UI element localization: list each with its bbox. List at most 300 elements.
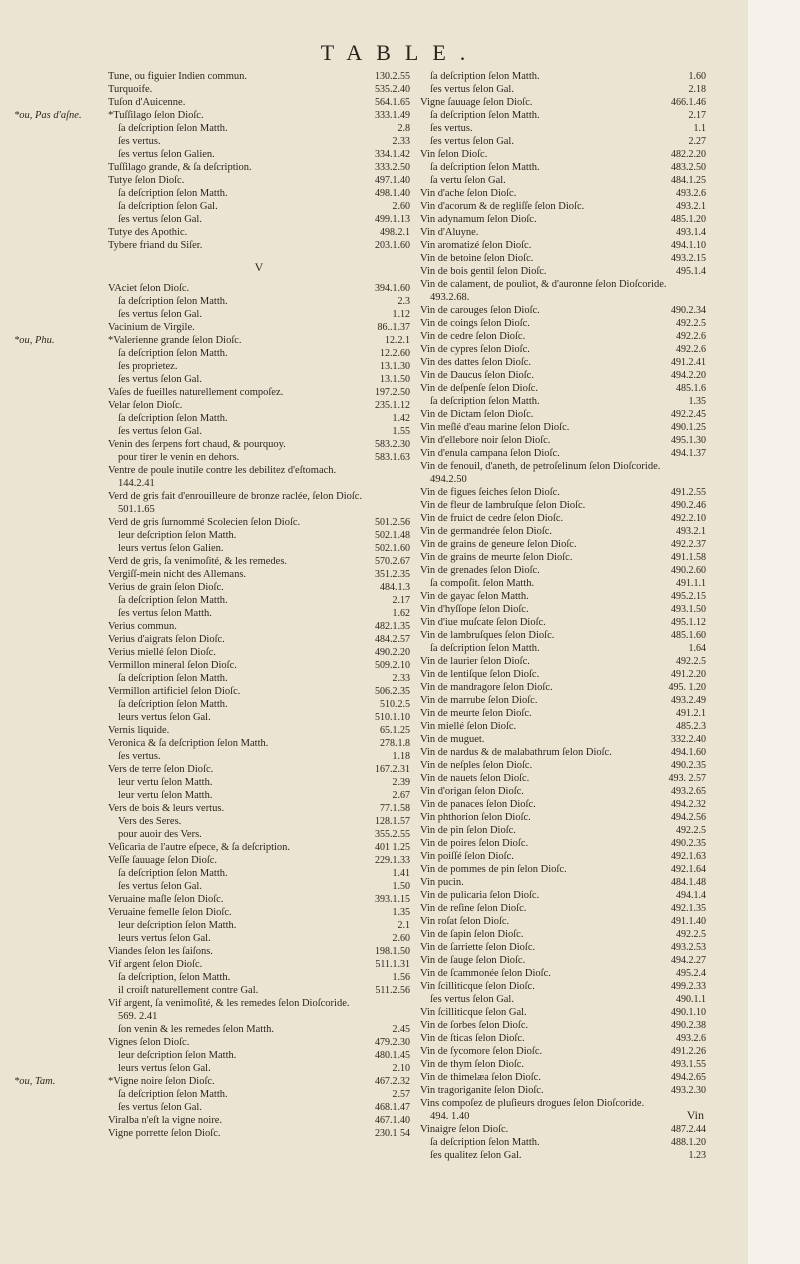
index-entry [420, 590, 706, 603]
index-entry [420, 863, 706, 876]
entry-text: Vin d'iue muſcate ſelon Dioſc. [420, 617, 546, 628]
index-entry [108, 802, 410, 815]
index-entry [108, 200, 410, 213]
entry-text: Vin de ſycomore ſelon Dioſc. [420, 1046, 543, 1057]
entry-page-ref: 494.2.27 [671, 955, 706, 966]
entry-text: Tutye des Apothic. [108, 227, 188, 238]
index-entry [108, 841, 410, 854]
entry-page-ref: 479.2.30 [375, 1037, 410, 1048]
index-entry [420, 317, 706, 330]
entry-page-ref: 203.1.60 [375, 240, 410, 251]
entry-text: VAciet ſelon Dioſc. [108, 283, 190, 294]
entry-text: ſa compoſit. ſelon Matth. [430, 578, 535, 589]
entry-text: Vernis liquide. [108, 725, 170, 736]
entry-page-ref: 493.1.50 [671, 604, 706, 615]
index-entry [420, 343, 706, 356]
entry-page-ref: 494.2.32 [671, 799, 706, 810]
entry-text: Vin ſcilliticque ſelon Dioſc. [420, 981, 535, 992]
entry-page-ref: 235.1.12 [375, 400, 410, 411]
entry-text: ſa deſcription ſelon Matth. [430, 162, 540, 173]
index-entry [108, 1075, 410, 1088]
entry-text: ſes vertus ſelon Gal. [118, 374, 202, 385]
entry-text: Vin d'hyſſope ſelon Dioſc. [420, 604, 529, 615]
entry-text: Vin de pin ſelon Dioſc. [420, 825, 516, 836]
index-entry [420, 356, 706, 369]
index-entry [420, 161, 706, 174]
entry-page-ref: 510.1.10 [375, 712, 410, 723]
entry-text: Vin de figues ſeiches ſelon Dioſc. [420, 487, 560, 498]
index-entry [420, 70, 706, 83]
index-entry [420, 915, 706, 928]
entry-text: ſes vertus ſelon Gal. [430, 136, 514, 147]
index-entry [108, 594, 410, 607]
entry-text: Vin d'ache ſelon Dioſc. [420, 188, 517, 199]
entry-text: Vin d'Aluyne. [420, 227, 479, 238]
entry-page-ref: 493.2.65 [671, 786, 706, 797]
entry-text: ſes proprietez. [118, 361, 178, 372]
entry-text: Verd de gris, ſa venimoſité, & les remedes. [108, 556, 288, 567]
index-entry [108, 1101, 410, 1114]
entry-page-ref: 494.1.10 [671, 240, 706, 251]
index-entry [420, 135, 706, 148]
index-entry [420, 850, 706, 863]
index-entry [420, 1006, 706, 1019]
entry-page-ref: 499.2.33 [671, 981, 706, 992]
entry-text: Vin aromatizé ſelon Dioſc. [420, 240, 532, 251]
entry-page-ref: 490.1.1 [676, 994, 706, 1005]
entry-page-ref: 491.2.41 [671, 357, 706, 368]
entry-text: ſes vertus ſelon Gal. [118, 881, 202, 892]
index-entry [420, 1084, 706, 1097]
entry-text: Vin de lambruſques ſelon Dioſc. [420, 630, 555, 641]
index-entry [108, 1114, 410, 1127]
entry-text: Vin de grains de meurte ſelon Dioſc. [420, 552, 573, 563]
entry-text: ſes vertus ſelon Gal. [118, 426, 202, 437]
entry-page-ref: 491.2.26 [671, 1046, 706, 1057]
entry-page-ref: 485.1.6 [676, 383, 706, 394]
index-entry [420, 577, 706, 590]
entry-text: ſes vertus ſelon Gal. [118, 1102, 202, 1113]
entry-text: leur deſcription ſelon Matth. [118, 920, 237, 931]
entry-page-ref: 570.2.67 [375, 556, 410, 567]
entry-text: ſes vertus. [118, 751, 161, 762]
index-entry [420, 148, 706, 161]
index-entry [108, 581, 410, 594]
index-entry [108, 516, 410, 529]
section-letter: V [254, 260, 264, 274]
entry-text: ſa deſcription ſelon Matth. [118, 296, 228, 307]
index-entry [420, 798, 706, 811]
index-entry [108, 555, 410, 568]
index-entry [420, 330, 706, 343]
index-entry [108, 1010, 410, 1023]
index-entry [108, 659, 410, 672]
entry-text: Vin de pulicaria ſelon Dioſc. [420, 890, 540, 901]
index-entry [108, 503, 410, 516]
index-entry [420, 96, 706, 109]
entry-text: Vin des dattes ſelon Dioſc. [420, 357, 532, 368]
index-entry [420, 954, 706, 967]
entry-text: ſes vertus ſelon Galien. [118, 149, 215, 160]
index-entry [108, 724, 410, 737]
index-entry [420, 746, 706, 759]
entry-page-ref: 506.2.35 [375, 686, 410, 697]
index-entry [420, 564, 706, 577]
index-column-right [420, 70, 706, 1162]
entry-page-ref: 492.2.37 [671, 539, 706, 550]
index-entry [420, 122, 706, 135]
index-entry [108, 213, 410, 226]
entry-text: Vermillon mineral ſelon Dioſc. [108, 660, 237, 671]
index-entry [108, 1023, 410, 1036]
entry-text: Verius commun. [108, 621, 177, 632]
entry-page-ref: 2.60 [392, 201, 410, 212]
entry-text: ſa deſcription ſelon Matth. [118, 1089, 228, 1100]
entry-page-ref: 492.2.6 [676, 344, 706, 355]
entry-page-ref: 1.56 [392, 972, 410, 983]
entry-page-ref: 491.2.1 [676, 708, 706, 719]
entry-page-ref: 493.2.1 [676, 201, 706, 212]
index-entry [420, 109, 706, 122]
index-entry [420, 551, 706, 564]
entry-page-ref: 494.1.4 [676, 890, 706, 901]
entry-page-ref: 498.1.40 [375, 188, 410, 199]
index-entry [108, 711, 410, 724]
index-entry [420, 187, 706, 200]
entry-page-ref: 494.2.56 [671, 812, 706, 823]
entry-page-ref: 333.2.50 [375, 162, 410, 173]
index-entry [420, 499, 706, 512]
entry-text: Vin phthorion ſelon Dioſc. [420, 812, 531, 823]
index-entry [108, 174, 410, 187]
entry-page-ref: 502.1.60 [375, 543, 410, 554]
index-entry [420, 785, 706, 798]
entry-page-ref: 230.1 54 [375, 1128, 410, 1139]
entry-text: Vins compoſez de pluſieurs drogues ſelon Dioſcoride. [420, 1098, 645, 1109]
entry-page-ref: 488.1.20 [671, 1137, 706, 1148]
entry-text: Vin de coings ſelon Dioſc. [420, 318, 530, 329]
entry-text: ſes vertus. [118, 136, 161, 147]
entry-text: Vin d'acorum & de regliſſe ſelon Dioſc. [420, 201, 585, 212]
entry-text: 493.2.68. [430, 292, 470, 303]
index-entry [108, 542, 410, 555]
entry-page-ref: 13.1.30 [380, 361, 410, 372]
index-entry [108, 425, 410, 438]
entry-text: Vin de ſorbes ſelon Dioſc. [420, 1020, 529, 1031]
index-entry [108, 971, 410, 984]
index-entry [420, 811, 706, 824]
entry-page-ref: 491.2.55 [671, 487, 706, 498]
index-entry [420, 434, 706, 447]
entry-text: 144.2.41 [118, 478, 155, 489]
entry-text: ſes vertus ſelon Gal. [430, 84, 514, 95]
index-entry [108, 70, 410, 83]
entry-text: 494. 1.40 [430, 1111, 470, 1122]
entry-page-ref: 510.2.5 [380, 699, 410, 710]
entry-page-ref: 493.2.1 [676, 526, 706, 537]
entry-page-ref: 468.1.47 [375, 1102, 410, 1113]
index-entry [420, 1032, 706, 1045]
index-entry [108, 386, 410, 399]
entry-page-ref: 493.2.49 [671, 695, 706, 706]
entry-text: leur deſcription ſelon Matth. [118, 1050, 237, 1061]
entry-page-ref: 1.62 [392, 608, 410, 619]
entry-text: Vers de bois & leurs vertus. [108, 803, 225, 814]
index-entry [108, 685, 410, 698]
entry-text: *Valerienne grande ſelon Dioſc. [108, 335, 242, 346]
index-entry [420, 642, 706, 655]
entry-page-ref: 485.1.60 [671, 630, 706, 641]
index-entry [420, 1110, 706, 1123]
entry-text: Vin de laurier ſelon Dioſc. [420, 656, 530, 667]
entry-page-ref: 492.1.64 [671, 864, 706, 875]
entry-page-ref: 491.1.1 [676, 578, 706, 589]
index-entry [108, 880, 410, 893]
entry-page-ref: 490.2.60 [671, 565, 706, 576]
index-entry [420, 941, 706, 954]
entry-page-ref: 2.8 [397, 123, 410, 134]
index-entry [420, 629, 706, 642]
entry-text: Vin de grains de geneure ſelon Dioſc. [420, 539, 577, 550]
entry-page-ref: 502.1.48 [375, 530, 410, 541]
entry-text: ſa deſcription ſelon Matth. [118, 413, 228, 424]
index-entry [108, 412, 410, 425]
index-entry [108, 646, 410, 659]
entry-page-ref: 1.35 [688, 396, 706, 407]
entry-text: ſa vertu ſelon Gal. [430, 175, 506, 186]
entry-text: ſa deſcription ſelon Matth. [430, 1137, 540, 1148]
entry-page-ref: 394.1.60 [375, 283, 410, 294]
entry-page-ref: 482.2.20 [671, 149, 706, 160]
entry-page-ref: 485.1.20 [671, 214, 706, 225]
entry-page-ref: 492.2.5 [676, 825, 706, 836]
entry-text: ſes vertus ſelon Gal. [430, 994, 514, 1005]
entry-page-ref: 467.1.40 [375, 1115, 410, 1126]
entry-text: Vin de fenouil, d'aneth, de petroſelinum ſelon Dioſcoride. [420, 461, 661, 472]
index-entry [108, 1049, 410, 1062]
index-entry [420, 1123, 706, 1136]
entry-page-ref: 1.23 [688, 1150, 706, 1161]
index-entry [108, 122, 410, 135]
index-entry [420, 1097, 706, 1110]
entry-page-ref: 509.2.10 [375, 660, 410, 671]
entry-text: Vin de deſpenſe ſelon Dioſc. [420, 383, 539, 394]
entry-text: Vin de panaces ſelon Dioſc. [420, 799, 536, 810]
entry-page-ref: 401 1.25 [375, 842, 410, 853]
entry-text: Turquoife. [108, 84, 153, 95]
entry-page-ref: 2.39 [392, 777, 410, 788]
entry-page-ref: 493.2.15 [671, 253, 706, 264]
index-entry [420, 733, 706, 746]
entry-text: leurs vertus ſelon Gal. [118, 933, 211, 944]
entry-page-ref: 484.1.25 [671, 175, 706, 186]
index-entry [420, 993, 706, 1006]
entry-text: Veruaine maſle ſelon Dioſc. [108, 894, 224, 905]
entry-page-ref: 1.1 [693, 123, 706, 134]
index-entry [420, 694, 706, 707]
entry-page-ref: 490.2.35 [671, 760, 706, 771]
entry-text: Vers de terre ſelon Dioſc. [108, 764, 214, 775]
entry-text: Vin de Daucus ſelon Dioſc. [420, 370, 534, 381]
entry-page-ref: 501.2.56 [375, 517, 410, 528]
entry-text: Veruaine femelle ſelon Dioſc. [108, 907, 232, 918]
index-entry [108, 109, 410, 122]
index-entry [420, 174, 706, 187]
entry-text: Vin de neſples ſelon Dioſc. [420, 760, 533, 771]
index-entry [108, 854, 410, 867]
entry-text: Vin tragoriganite ſelon Dioſc. [420, 1085, 544, 1096]
entry-page-ref: 495.1.4 [676, 266, 706, 277]
index-entry [420, 447, 706, 460]
index-entry [420, 759, 706, 772]
index-entry [108, 161, 410, 174]
index-entry [420, 83, 706, 96]
entry-page-ref: 480.1.45 [375, 1050, 410, 1061]
entry-text: Ventre de poule inutile contre les debilitez d'eſtomach. [108, 465, 337, 476]
entry-page-ref: 351.2.35 [375, 569, 410, 580]
entry-text: *Vigne noire ſelon Dioſc. [108, 1076, 215, 1087]
entry-page-ref: 495.2.4 [676, 968, 706, 979]
entry-text: Vin ſcilliticque ſelon Gal. [420, 1007, 527, 1018]
entry-text: Tuſſilago grande, & ſa deſcription. [108, 162, 252, 173]
entry-text: 569. 2.41 [118, 1011, 158, 1022]
entry-page-ref: 492.1.63 [671, 851, 706, 862]
index-entry [108, 620, 410, 633]
index-entry [420, 967, 706, 980]
entry-text: Vin de Dictam ſelon Dioſc. [420, 409, 534, 420]
entry-page-ref: 583.1.63 [375, 452, 410, 463]
entry-text: Vin adynamum ſelon Dioſc. [420, 214, 537, 225]
index-entry [420, 473, 706, 486]
entry-text: Vigne ſauuage ſelon Dioſc. [420, 97, 533, 108]
entry-page-ref: 1.64 [688, 643, 706, 654]
entry-text: Vin roſat ſelon Dioſc. [420, 916, 510, 927]
entry-text: Vigne porrette ſelon Dioſc. [108, 1128, 221, 1139]
index-entry [108, 187, 410, 200]
index-entry [108, 96, 410, 109]
entry-page-ref: 2.33 [392, 673, 410, 684]
entry-page-ref: 1.12 [392, 309, 410, 320]
index-entry [420, 707, 706, 720]
entry-text: Verius miellé ſelon Dioſc. [108, 647, 216, 658]
entry-text: ſa deſcription ſelon Matth. [118, 673, 228, 684]
entry-page-ref: 492.2.5 [676, 929, 706, 940]
entry-page-ref: 197.2.50 [375, 387, 410, 398]
entry-text: Verius de grain ſelon Dioſc. [108, 582, 224, 593]
entry-text: 501.1.65 [118, 504, 155, 515]
entry-text: Vin d'origan ſelon Dioſc. [420, 786, 524, 797]
entry-page-ref: 492.2.6 [676, 331, 706, 342]
index-entry [420, 889, 706, 902]
index-entry [108, 633, 410, 646]
index-entry [108, 451, 410, 464]
index-entry [420, 252, 706, 265]
entry-text: ſa deſcription ſelon Matth. [430, 396, 540, 407]
index-entry [108, 83, 410, 96]
index-entry [108, 750, 410, 763]
page-edge [748, 0, 800, 1264]
index-entry [108, 867, 410, 880]
index-column-left [108, 70, 410, 1140]
entry-text: Vin pucin. [420, 877, 464, 888]
entry-text: Vin de calament, de pouliot, & d'auronne ſelon Dioſcoride. [420, 279, 667, 290]
entry-page-ref: 167.2.31 [375, 764, 410, 775]
entry-text: Vin de grenades ſelon Dioſc. [420, 565, 540, 576]
index-entry [108, 893, 410, 906]
entry-page-ref: 1.60 [688, 71, 706, 82]
index-entry [108, 360, 410, 373]
entry-page-ref: 2.17 [688, 110, 706, 121]
entry-page-ref: 130.2.55 [375, 71, 410, 82]
index-entry [108, 607, 410, 620]
index-entry [420, 382, 706, 395]
entry-page-ref: 497.1.40 [375, 175, 410, 186]
entry-page-ref: 490.2.20 [375, 647, 410, 658]
entry-text: Vif argent, ſa venimoſité, & les remedes ſelon Dioſcoride. [108, 998, 350, 1009]
entry-page-ref: 494.1.37 [671, 448, 706, 459]
entry-text: Vin de thimelæa ſelon Dioſc. [420, 1072, 541, 1083]
entry-page-ref: 484.2.57 [375, 634, 410, 645]
entry-text: Vin de poires ſelon Dioſc. [420, 838, 529, 849]
index-entry [108, 1088, 410, 1101]
entry-page-ref: 229.1.33 [375, 855, 410, 866]
entry-text: Verd de gris fait d'enrouilleure de bronze raclée, ſelon Dioſc. [108, 491, 363, 502]
index-entry [420, 772, 706, 785]
entry-text: Veſſe ſauuage ſelon Dioſc. [108, 855, 218, 866]
margin-note: *ou, Tam. [14, 1076, 56, 1087]
entry-page-ref: 494.2.65 [671, 1072, 706, 1083]
entry-page-ref: 490.2.46 [671, 500, 706, 511]
entry-page-ref: 511.1.31 [375, 959, 410, 970]
entry-page-ref: 494.2.20 [671, 370, 706, 381]
entry-page-ref: 1.35 [392, 907, 410, 918]
entry-page-ref: 355.2.55 [375, 829, 410, 840]
entry-text: Verd de gris ſurnommé Scolecien ſelon Dioſc. [108, 517, 301, 528]
entry-page-ref: 493.2.6 [676, 1033, 706, 1044]
index-entry [420, 460, 706, 473]
index-entry [108, 529, 410, 542]
entry-text: Vin de ſarriette ſelon Dioſc. [420, 942, 536, 953]
entry-text: *Tuſſilago ſelon Dioſc. [108, 110, 204, 121]
entry-page-ref: 1.18 [392, 751, 410, 762]
entry-text: ſa deſcription ſelon Matth. [118, 123, 228, 134]
entry-page-ref: 535.2.40 [375, 84, 410, 95]
index-entry [108, 698, 410, 711]
entry-page-ref: 492.2.5 [676, 318, 706, 329]
entry-page-ref: 490.1.10 [671, 1007, 706, 1018]
index-entry [108, 477, 410, 490]
index-entry [108, 490, 410, 503]
entry-page-ref: 2.27 [688, 136, 706, 147]
entry-page-ref: 493.2.53 [671, 942, 706, 953]
entry-page-ref: 198.1.50 [375, 946, 410, 957]
entry-page-ref: 494.1.60 [671, 747, 706, 758]
index-entry [108, 932, 410, 945]
entry-text: Vin de fleur de lambruſque ſelon Dioſc. [420, 500, 586, 511]
entry-page-ref: 333.1.49 [375, 110, 410, 121]
entry-page-ref: 493.1.55 [671, 1059, 706, 1070]
entry-page-ref: 2.3 [397, 296, 410, 307]
entry-text: Vin de muguet. [420, 734, 485, 745]
entry-page-ref: 2.60 [392, 933, 410, 944]
margin-note: *ou, Pas d'aſne. [14, 110, 82, 121]
entry-text: ſa deſcription ſelon Matth. [430, 110, 540, 121]
entry-page-ref: 332.2.40 [671, 734, 706, 745]
entry-page-ref: 2.57 [392, 1089, 410, 1100]
entry-page-ref: 1.55 [392, 426, 410, 437]
index-entry [108, 997, 410, 1010]
entry-text: Vin de thym ſelon Dioſc. [420, 1059, 525, 1070]
